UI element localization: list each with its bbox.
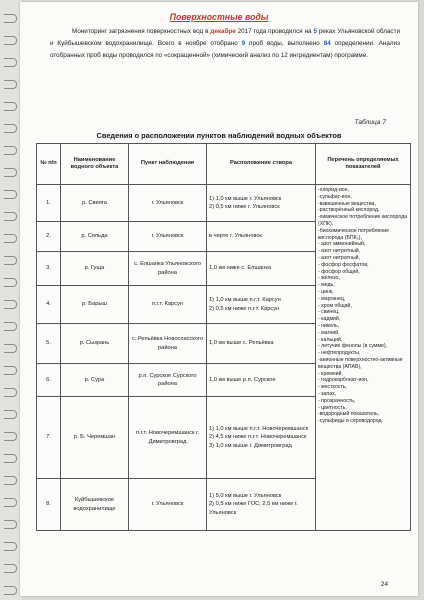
cell-num: 8.: [37, 479, 61, 531]
table-header-row: [37, 144, 411, 185]
intro-month: декабре: [210, 28, 236, 35]
location-line: 2) 0,5 км ниже п.г.т. Карсун: [209, 305, 280, 312]
cell-object: р. Барыш: [61, 286, 129, 324]
binding-ring: [4, 234, 17, 243]
binding-ring: [4, 212, 17, 221]
parameter-item: - цинк,: [318, 288, 334, 295]
cell-location: [207, 479, 316, 531]
cell-num: 4.: [37, 286, 61, 324]
location-line: 1,0 км выше р.п. Сурское: [209, 376, 276, 383]
table-row: [37, 185, 411, 222]
cell-point: р.п. Сурское Сурского района: [129, 364, 207, 397]
location-line: 1) 1,0 км выше п.г.т. Карсун: [209, 297, 281, 303]
cell-object: р. Сура: [61, 364, 129, 397]
parameter-item: - никель,: [318, 322, 340, 329]
cell-object: р. Б. Черемшан: [61, 397, 129, 479]
parameter-item: - железо,: [318, 275, 340, 282]
location-line: 1) 1,0 км выше п.г.т. Новочеремшанск: [209, 425, 309, 432]
parameter-item: - азот нитратный,: [318, 254, 361, 261]
binding-ring: [4, 146, 17, 155]
parameter-item: - марганец,: [318, 295, 346, 302]
intro-paragraph: [50, 26, 400, 62]
parameter-item: - кальций,: [318, 336, 343, 343]
table-number: Таблица 7: [354, 119, 386, 126]
parameter-item: -сульфиды и сероводород.: [318, 418, 383, 425]
cell-location: [207, 286, 316, 324]
header-object: Наименование водного объекта: [61, 144, 129, 185]
cell-point: г. Ульяновск: [129, 222, 207, 252]
parameter-item: - кадмий,: [318, 316, 341, 323]
parameter-item: - гидрокарбонат-ион,: [318, 377, 369, 384]
cell-object: р. Гуща: [61, 252, 129, 286]
binding-ring: [4, 58, 17, 67]
intro-text: реках Ульяновской области и Куйбышевском водохранилище. Всего в ноябре отобрано: [50, 28, 400, 47]
binding-ring: [4, 388, 17, 397]
intro-samples-count: 9: [241, 40, 246, 47]
spiral-binding: [0, 0, 22, 600]
intro-text: проб воды, выполнено: [245, 40, 324, 47]
location-line: 1) 1,0 км выше г. Ульяновск: [209, 195, 282, 202]
binding-ring: [4, 102, 17, 111]
cell-num: 5.: [37, 324, 61, 364]
cell-location: [207, 397, 316, 479]
intro-text: 2017 года проводился на: [235, 28, 314, 35]
header-location: Расположение створа: [207, 144, 316, 185]
binding-ring: [4, 168, 17, 177]
section-heading: Поверхностные воды: [169, 12, 269, 22]
location-line: 2) 4,5 км ниже п.г.т. Новочеремшанск: [209, 434, 307, 441]
intro-text: определении. Анализ отобранных проб воды проводился по «сокращенной» (химический анализ по 12 ингредиентам) программе.: [50, 40, 400, 59]
cell-point: п.г.т. Карсун: [129, 286, 207, 324]
parameter-item: - азот нитритный,: [318, 248, 361, 255]
parameter-item: -хлорид-ион,: [318, 187, 349, 193]
parameter-item: - нефтепродукты,: [318, 350, 361, 357]
binding-ring: [4, 14, 17, 23]
cell-point: с. Елшанка Ульяновского района: [129, 252, 207, 286]
cell-point: п.г.т. Новочеремшанск г. Димитровград: [129, 397, 207, 479]
location-line: в черте г. Ульяновск: [209, 233, 262, 240]
parameter-item: - цветность,: [318, 404, 347, 411]
cell-object: р. Сельда: [61, 222, 129, 252]
location-line: 1,0 км ниже с. Елшанка: [209, 265, 272, 272]
cell-num: 3.: [37, 252, 61, 286]
binding-ring: [4, 256, 17, 265]
parameter-item: -взвешенные вещества,: [318, 200, 376, 207]
parameter-item: - жесткость,: [318, 384, 347, 391]
cell-parameters: [316, 185, 411, 531]
intro-text: Мониторинг загрязнения поверхностных вод в: [72, 28, 211, 35]
header-point: Пункт наблюдения: [129, 144, 207, 185]
parameter-item: - фосфор общий,: [318, 268, 360, 275]
cell-num: 6.: [37, 364, 61, 397]
binding-ring: [4, 36, 17, 45]
parameter-item: - хром общий,: [318, 302, 352, 309]
binding-ring: [4, 124, 17, 133]
parameter-item: - магний,: [318, 329, 340, 336]
intro-rivers-count: 5: [313, 28, 317, 35]
cell-point: г. Ульяновск: [129, 185, 207, 222]
parameter-item: - кремний,: [318, 370, 343, 377]
cell-location: [207, 185, 316, 222]
binding-ring: [4, 542, 17, 551]
cell-location: [207, 252, 316, 286]
parameter-item: - запах,: [318, 390, 337, 397]
parameter-item: - фосфор фосфатов,: [318, 261, 369, 268]
parameter-item: -водородный показатель,: [318, 411, 379, 418]
location-line: 2) 0,5 км ниже г. Ульяновск: [209, 204, 280, 210]
header-num: № п/п: [37, 144, 61, 185]
binding-ring: [4, 300, 17, 309]
cell-num: 7.: [37, 397, 61, 479]
header-params: Перечень определяемых показателей: [316, 144, 411, 185]
location-line: 3) 1,0 км выше г. Димитровград: [209, 442, 292, 449]
page-number: 24: [380, 581, 388, 588]
cell-num: 1.: [37, 185, 61, 222]
binding-ring: [4, 344, 17, 353]
document-page: [20, 2, 418, 596]
binding-ring: [4, 278, 17, 287]
parameter-item: -химическое потребление кислорода (ХПК),: [318, 214, 408, 227]
cell-num: 2.: [37, 222, 61, 252]
cell-location: [207, 324, 316, 364]
binding-ring: [4, 476, 17, 485]
cell-object: р. Свияга: [61, 185, 129, 222]
location-line: 1,0 км выше с. Репьёвка: [209, 340, 274, 347]
binding-ring: [4, 498, 17, 507]
parameter-item: - летучие фенолы (в сумме),: [318, 343, 388, 350]
binding-ring: [4, 586, 17, 595]
binding-ring: [4, 410, 17, 419]
parameter-item: -биохимическое потребление кислорода (БПК₅),: [318, 227, 390, 241]
binding-ring: [4, 454, 17, 463]
binding-ring: [4, 432, 17, 441]
cell-point: г. Ульяновск: [129, 479, 207, 531]
stations-table: [36, 143, 411, 531]
binding-ring: [4, 322, 17, 331]
cell-object: р. Сызрань: [61, 324, 129, 364]
parameter-item: -растворённый кислород,: [318, 207, 380, 214]
binding-ring: [4, 190, 17, 199]
location-line: 2) 0,5 км ниже ГОС; 2,5 км ниже г. Ульяновск: [209, 501, 298, 516]
parameter-item: - прозрачность,: [318, 397, 356, 404]
cell-object: Куйбышевское водохранилище: [61, 479, 129, 531]
location-line: 1) 5,0 км выше г. Ульяновск: [209, 492, 282, 499]
parameter-item: - свинец,: [318, 309, 340, 316]
intro-determinations-count: 84: [323, 40, 331, 47]
parameter-item: - азот аммонийный,: [318, 241, 366, 248]
parameter-item: - медь,: [318, 282, 335, 289]
table-title: Сведения о расположении пунктов наблюдений водных объектов: [96, 131, 342, 140]
binding-ring: [4, 564, 17, 573]
cell-location: [207, 364, 316, 397]
parameter-item: -анионные поверхностно-активные вещества (АПАВ),: [318, 356, 403, 370]
binding-ring: [4, 80, 17, 89]
parameter-item: -сульфат-ион,: [318, 193, 352, 200]
binding-ring: [4, 520, 17, 529]
cell-location: [207, 222, 316, 252]
binding-ring: [4, 366, 17, 375]
cell-point: с. Репьёвка Новоспасского района: [129, 324, 207, 364]
